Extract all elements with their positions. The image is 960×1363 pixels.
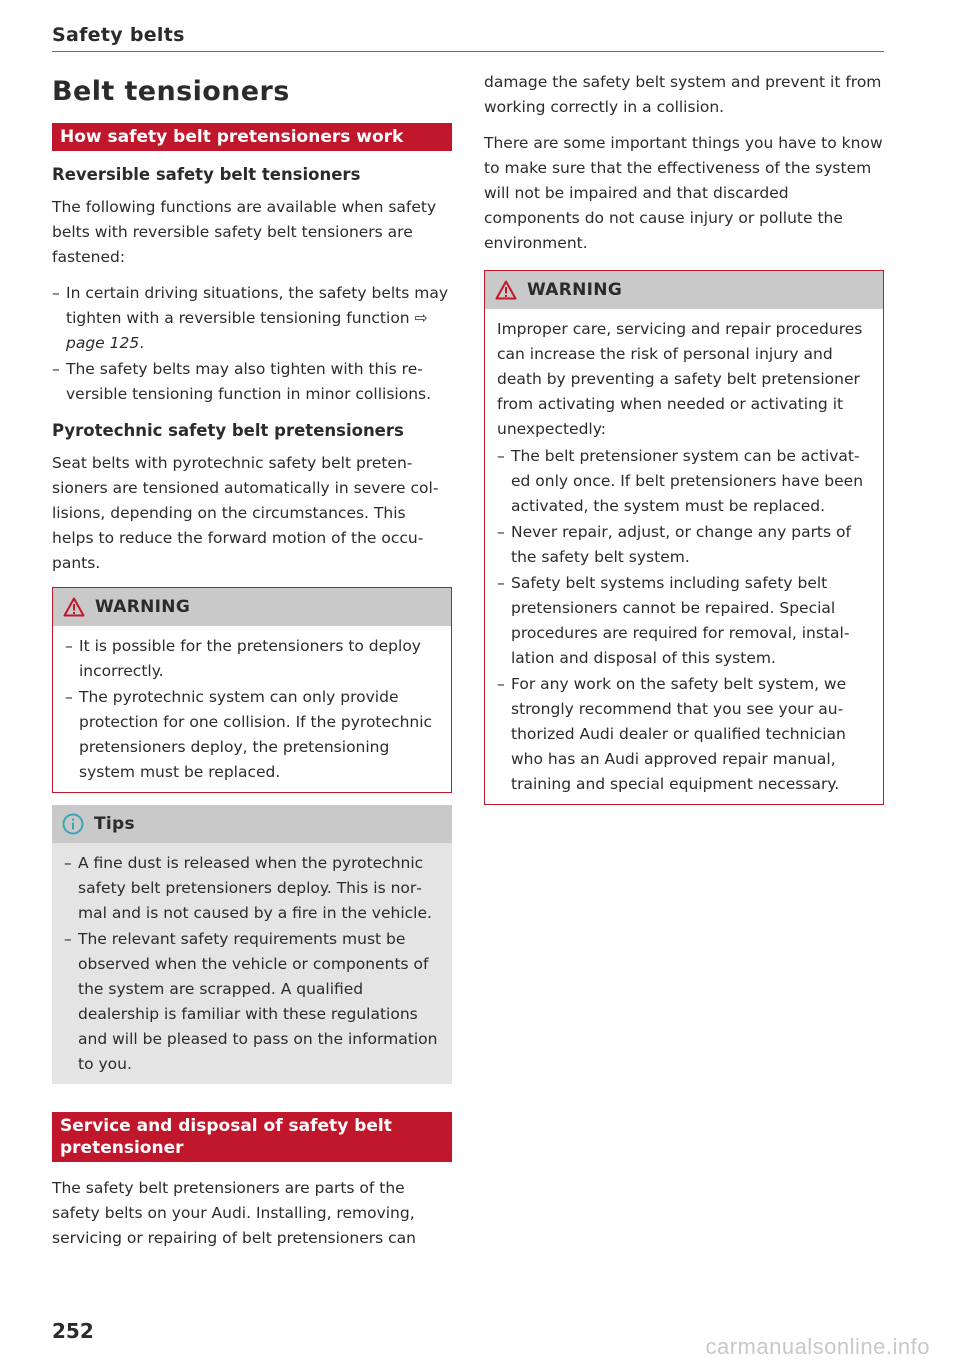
reversible-intro: The following functions are available when safety belts with reversible safety belt tensioners are fastened: (52, 198, 437, 266)
reversible-list (52, 281, 452, 407)
list-item: – The relevant safety requirements must be observed when the vehicle or components of the system are scrapped. A qualified dealership is familiar with these regulations and will be pleased to pass on the information to you. (64, 927, 440, 1077)
warning-body (485, 309, 883, 804)
warning-header (485, 271, 883, 309)
right-column (484, 70, 884, 817)
tips-title: Tips (94, 814, 135, 834)
warning-list (65, 634, 439, 785)
section-band-service-disposal: Service and disposal of safety belt pretensioner (52, 1112, 452, 1162)
section-band-how-pretensioners-work: How safety belt pretensioners work (52, 123, 452, 151)
warning-title: WARNING (95, 597, 191, 617)
warning-intro: Improper care, servicing and repair procedures can increase the risk of personal injury and death by preventing a safety belt pretensioner from activating when needed or activating it unexpectedly: (497, 320, 863, 438)
warning-header (53, 588, 451, 626)
page-reference-arrow-icon: ⇨ (414, 309, 428, 327)
page-number: 252 (52, 1319, 94, 1343)
pyrotechnic-text: Seat belts with pyrotechnic safety belt pretensioners are tensioned automatically in severe collisions, depending on the circumstances. This helps to reduce the forward motion of the occupants. (52, 454, 439, 572)
reversible-item-1-text: In certain driving situations, the safety belts may tighten with a reversible tensioning function (66, 284, 449, 327)
service-paragraph-2: There are some important things you have to know to make sure that the effectiveness of the system will not be impaired and that discarded components do not cause injury or pollute the environment. (484, 134, 883, 252)
warning-list (497, 444, 871, 797)
list-item: – Never repair, adjust, or change any parts of the safety belt system. (497, 520, 871, 570)
page-reference-link[interactable]: page 125 (66, 334, 140, 352)
list-item: – Safety belt systems including safety belt pretensioners cannot be repaired. Special procedures are required for removal, installation and disposal of this system. (497, 571, 871, 671)
warning-box-pretensioners (52, 587, 452, 793)
header-divider (52, 51, 884, 52)
list-item: – The pyrotechnic system can only provide protection for one collision. If the pyrotechnic pretensioners deploy, the pretensioning system must be replaced. (65, 685, 439, 785)
warning-box-service (484, 270, 884, 805)
list-item: – The belt pretensioner system can be activated only once. If belt pretensioners have been activated, the system must be replaced. (497, 444, 871, 519)
tips-body (52, 843, 452, 1084)
watermark: carmanualsonline.info (705, 1334, 930, 1359)
service-paragraph-continued: damage the safety belt system and prevent it from working correctly in a collision. (484, 73, 882, 116)
warning-triangle-icon (63, 597, 85, 617)
list-item: – It is possible for the pretensioners to deploy incorrectly. (65, 634, 439, 684)
warning-body (53, 626, 451, 792)
list-item: – For any work on the safety belt system, we strongly recommend that you see your authorized Audi dealer or qualified technician who has an Audi approved repair manual, training and special equipment necessary. (497, 672, 871, 797)
tips-list (64, 851, 440, 1077)
info-circle-icon (62, 813, 84, 835)
list-item: – A fine dust is released when the pyrotechnic safety belt pretensioners deploy. This is normal and is not caused by a fire in the vehicle. (64, 851, 440, 926)
tips-box (52, 805, 452, 1084)
subheading-pyrotechnic: Pyrotechnic safety belt pretensioners (52, 421, 404, 440)
list-item (52, 281, 452, 356)
service-paragraph-start: The safety belt pretensioners are parts of the safety belts on your Audi. Installing, removing, servicing or repairing of belt pretensioners can (52, 1179, 416, 1247)
running-header: Safety belts (52, 24, 185, 46)
tips-header (52, 805, 452, 843)
reversible-item-1-end: . (139, 334, 145, 352)
warning-title: WARNING (527, 280, 623, 300)
page-title: Belt tensioners (52, 76, 290, 107)
warning-triangle-icon (495, 280, 517, 300)
subheading-reversible: Reversible safety belt tensioners (52, 165, 361, 184)
list-item: – The safety belts may also tighten with this reversible tensioning function in minor collisions. (52, 357, 452, 407)
left-column (52, 70, 452, 1262)
